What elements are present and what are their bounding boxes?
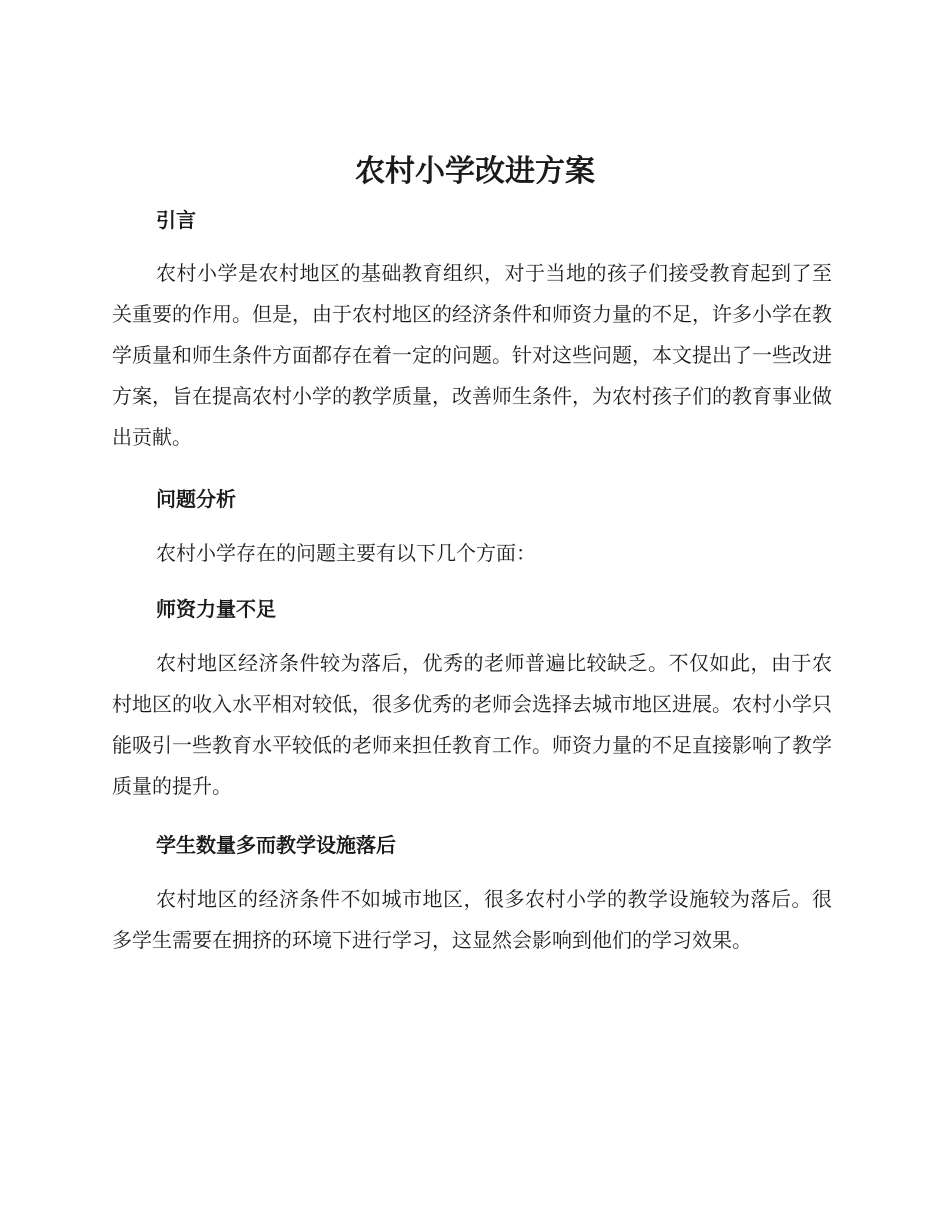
section-paragraph-facilities: 农村地区的经济条件不如城市地区，很多农村小学的教学设施较为落后。很多学生需要在拥挤的环境下进行学习，这显然会影响到他们的学习效果。 <box>112 887 832 952</box>
section-paragraph-introduction: 农村小学是农村地区的基础教育组织，对于当地的孩子们接受教育起到了至关重要的作用。但是，由于农村地区的经济条件和师资力量的不足，许多小学在教学质量和师生条件方面都存在着一定的问题。针对这些问题，本文提出了一些改进方案，旨在提高农村小学的教学质量，改善师生条件，为农村孩子们的教育事业做出贡献。 <box>112 261 832 449</box>
section-heading-problem-analysis: 问题分析 <box>156 487 236 511</box>
document-title: 农村小学改进方案 <box>355 154 595 189</box>
section-heading-facilities: 学生数量多而教学设施落后 <box>156 833 396 857</box>
section-heading-teacher-shortage: 师资力量不足 <box>156 597 276 621</box>
section-paragraph-problem-analysis: 农村小学存在的问题主要有以下几个方面： <box>156 541 536 565</box>
section-paragraph-teacher-shortage: 农村地区经济条件较为落后，优秀的老师普遍比较缺乏。不仅如此，由于农村地区的收入水平相对较低，很多优秀的老师会选择去城市地区进展。农村小学只能吸引一些教育水平较低的老师来担任教育工作。师资力量的不足直接影响了教学质量的提升。 <box>112 651 832 798</box>
section-heading-introduction: 引言 <box>156 208 196 232</box>
